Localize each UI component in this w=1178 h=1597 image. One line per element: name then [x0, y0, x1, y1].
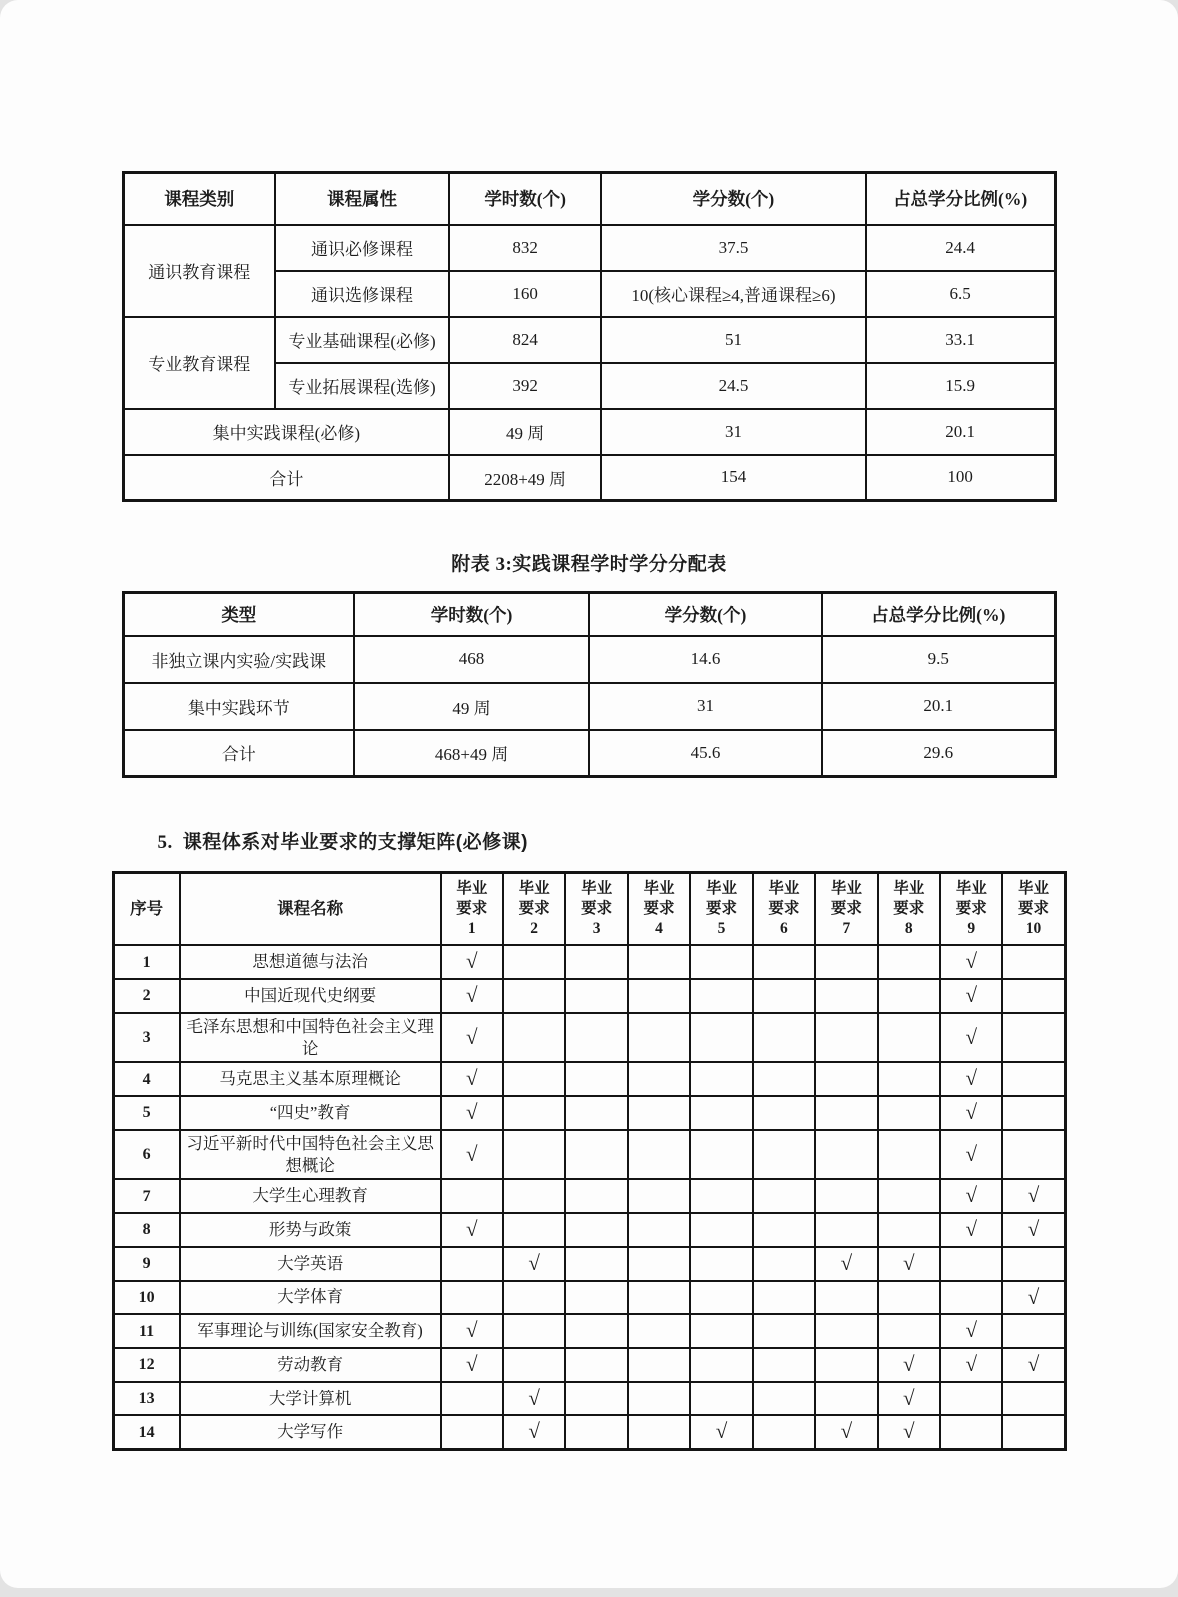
support-matrix-check-cell: √ [441, 1314, 503, 1348]
support-matrix-check-cell: √ [878, 1415, 940, 1449]
support-matrix-empty-cell [878, 1179, 940, 1213]
support-matrix-empty-cell [628, 945, 690, 979]
practice-allocation-body [123, 636, 1055, 777]
support-matrix-empty-cell [815, 1281, 877, 1315]
support-matrix-empty-cell [1002, 1096, 1065, 1130]
support-matrix-empty-cell [815, 1348, 877, 1382]
support-matrix-check-cell: √ [441, 1062, 503, 1096]
course-structure-cell: 专业教育课程 [123, 317, 275, 409]
support-matrix-empty-cell [1002, 1314, 1065, 1348]
course-structure-header-cell: 学分数(个) [601, 173, 866, 225]
course-structure-header-cell: 课程属性 [275, 173, 449, 225]
support-matrix-empty-cell [690, 1096, 752, 1130]
support-matrix-check-cell: √ [940, 1096, 1002, 1130]
support-matrix-course-name: 大学英语 [180, 1247, 441, 1281]
support-matrix-empty-cell [753, 1130, 815, 1180]
support-matrix-course-name: “四史”教育 [180, 1096, 441, 1130]
support-matrix-empty-cell [628, 1213, 690, 1247]
support-matrix-check-cell: √ [441, 1130, 503, 1180]
support-matrix-req-header: 毕业 要求 3 [565, 873, 627, 946]
support-matrix-corner-header: 课程名称 [180, 873, 441, 946]
support-matrix-row-number: 11 [113, 1314, 180, 1348]
support-matrix-empty-cell [878, 1062, 940, 1096]
support-matrix-table [112, 871, 1067, 1451]
support-matrix-row-number: 7 [113, 1179, 180, 1213]
support-matrix-empty-cell [753, 1314, 815, 1348]
support-matrix-course-name: 毛泽东思想和中国特色社会主义理论 [180, 1013, 441, 1063]
support-matrix-empty-cell [815, 1382, 877, 1416]
support-matrix-empty-cell [753, 1179, 815, 1213]
course-structure-cell: 20.1 [866, 409, 1055, 455]
support-matrix-req-header: 毕业 要求 2 [503, 873, 565, 946]
course-structure-table [122, 171, 1057, 502]
support-matrix-empty-cell [628, 1348, 690, 1382]
support-matrix-course-name: 习近平新时代中国特色社会主义思想概论 [180, 1130, 441, 1180]
support-matrix-title-number: 5. [157, 832, 173, 853]
support-matrix-body [113, 945, 1065, 1449]
support-matrix-empty-cell [815, 1130, 877, 1180]
support-matrix-empty-cell [441, 1247, 503, 1281]
support-matrix-empty-cell [565, 1013, 627, 1063]
support-matrix-empty-cell [628, 1247, 690, 1281]
support-matrix-check-cell: √ [940, 1179, 1002, 1213]
support-matrix-empty-cell [565, 1213, 627, 1247]
support-matrix-row [113, 1062, 1065, 1096]
course-structure-cell: 通识选修课程 [275, 271, 449, 317]
course-structure-cell: 31 [601, 409, 866, 455]
support-matrix-empty-cell [503, 945, 565, 979]
practice-table-title: 附表 3:实践课程学时学分分配表 [451, 554, 727, 575]
practice-allocation-row [123, 730, 1055, 777]
course-structure-header-cell: 学时数(个) [449, 173, 601, 225]
support-matrix-empty-cell [878, 945, 940, 979]
support-matrix-empty-cell [628, 1013, 690, 1063]
support-matrix-empty-cell [940, 1247, 1002, 1281]
support-matrix-row-number: 1 [113, 945, 180, 979]
course-structure-cell: 824 [449, 317, 601, 363]
support-matrix-corner-header: 序号 [113, 873, 180, 946]
support-matrix-row [113, 1013, 1065, 1063]
support-matrix-check-cell: √ [815, 1247, 877, 1281]
support-matrix-check-cell: √ [940, 979, 1002, 1013]
practice-allocation-cell: 468+49 周 [354, 730, 589, 777]
support-matrix-empty-cell [503, 1281, 565, 1315]
course-structure-cell: 合计 [123, 455, 449, 501]
support-matrix-empty-cell [565, 1062, 627, 1096]
support-matrix-row-number: 14 [113, 1415, 180, 1449]
course-structure-cell: 832 [449, 225, 601, 271]
support-matrix-empty-cell [1002, 1382, 1065, 1416]
support-matrix-header-row [113, 873, 1065, 946]
course-structure-header-cell: 课程类别 [123, 173, 275, 225]
support-matrix-empty-cell [878, 1314, 940, 1348]
support-matrix-check-cell: √ [878, 1382, 940, 1416]
support-matrix-course-name: 劳动教育 [180, 1348, 441, 1382]
support-matrix-title [112, 827, 1067, 854]
support-matrix-check-cell: √ [940, 1348, 1002, 1382]
support-matrix-empty-cell [753, 1281, 815, 1315]
support-matrix-row-number: 8 [113, 1213, 180, 1247]
support-matrix-check-cell: √ [878, 1348, 940, 1382]
course-structure-body [123, 225, 1055, 501]
support-matrix-check-cell: √ [441, 1348, 503, 1382]
support-matrix-empty-cell [690, 1213, 752, 1247]
support-matrix-empty-cell [878, 1213, 940, 1247]
support-matrix-empty-cell [565, 1348, 627, 1382]
support-matrix-empty-cell [628, 1281, 690, 1315]
support-matrix-empty-cell [1002, 1013, 1065, 1063]
support-matrix-check-cell: √ [503, 1415, 565, 1449]
support-matrix-empty-cell [690, 979, 752, 1013]
support-matrix-empty-cell [503, 1179, 565, 1213]
support-matrix-course-name: 大学写作 [180, 1415, 441, 1449]
support-matrix-req-header: 毕业 要求 5 [690, 873, 752, 946]
support-matrix-empty-cell [628, 979, 690, 1013]
support-matrix-check-cell: √ [441, 945, 503, 979]
support-matrix-empty-cell [815, 1062, 877, 1096]
support-matrix-empty-cell [628, 1415, 690, 1449]
practice-allocation-cell: 468 [354, 636, 589, 683]
support-matrix-check-cell: √ [441, 979, 503, 1013]
course-structure-cell: 392 [449, 363, 601, 409]
support-matrix-empty-cell [1002, 1415, 1065, 1449]
course-structure-row [123, 317, 1055, 363]
support-matrix-empty-cell [503, 1130, 565, 1180]
support-matrix-row [113, 1314, 1065, 1348]
support-matrix-row-number: 3 [113, 1013, 180, 1063]
support-matrix-row [113, 1281, 1065, 1315]
practice-allocation-cell: 49 周 [354, 683, 589, 730]
support-matrix-empty-cell [1002, 945, 1065, 979]
course-structure-row [123, 409, 1055, 455]
practice-allocation-cell: 集中实践环节 [123, 683, 354, 730]
practice-allocation-cell: 31 [589, 683, 822, 730]
support-matrix-row [113, 1247, 1065, 1281]
support-matrix-empty-cell [441, 1415, 503, 1449]
support-matrix-empty-cell [441, 1281, 503, 1315]
support-matrix-check-cell: √ [503, 1247, 565, 1281]
course-structure-cell: 33.1 [866, 317, 1055, 363]
support-matrix-check-cell: √ [441, 1213, 503, 1247]
support-matrix-course-name: 中国近现代史纲要 [180, 979, 441, 1013]
support-matrix-empty-cell [565, 1247, 627, 1281]
support-matrix-empty-cell [565, 1130, 627, 1180]
support-matrix-empty-cell [565, 945, 627, 979]
course-structure-header-row [123, 173, 1055, 225]
support-matrix-empty-cell [1002, 1062, 1065, 1096]
support-matrix-check-cell: √ [940, 1130, 1002, 1180]
support-matrix-empty-cell [628, 1179, 690, 1213]
support-matrix-row-number: 6 [113, 1130, 180, 1180]
support-matrix-row-number: 2 [113, 979, 180, 1013]
support-matrix-check-cell: √ [940, 1013, 1002, 1063]
course-structure-cell: 154 [601, 455, 866, 501]
support-matrix-course-name: 大学生心理教育 [180, 1179, 441, 1213]
support-matrix-row-number: 12 [113, 1348, 180, 1382]
support-matrix-empty-cell [690, 1013, 752, 1063]
support-matrix-empty-cell [878, 1281, 940, 1315]
support-matrix-empty-cell [753, 1096, 815, 1130]
course-structure-cell: 24.5 [601, 363, 866, 409]
support-matrix-empty-cell [815, 945, 877, 979]
support-matrix-empty-cell [878, 1013, 940, 1063]
support-matrix-empty-cell [690, 945, 752, 979]
support-matrix-check-cell: √ [1002, 1179, 1065, 1213]
support-matrix-empty-cell [690, 1130, 752, 1180]
support-matrix-empty-cell [753, 945, 815, 979]
course-structure-cell: 10(核心课程≥4,普通课程≥6) [601, 271, 866, 317]
support-matrix-empty-cell [441, 1382, 503, 1416]
support-matrix-check-cell: √ [1002, 1213, 1065, 1247]
support-matrix-row [113, 945, 1065, 979]
practice-allocation-cell: 20.1 [822, 683, 1055, 730]
support-matrix-empty-cell [878, 979, 940, 1013]
support-matrix-empty-cell [503, 1013, 565, 1063]
support-matrix-empty-cell [1002, 979, 1065, 1013]
support-matrix-row [113, 1382, 1065, 1416]
support-matrix-empty-cell [565, 1281, 627, 1315]
support-matrix-req-header: 毕业 要求 1 [441, 873, 503, 946]
support-matrix-check-cell: √ [503, 1382, 565, 1416]
course-structure-row [123, 455, 1055, 501]
support-matrix-empty-cell [503, 1096, 565, 1130]
support-matrix-check-cell: √ [940, 1062, 1002, 1096]
practice-allocation-header-row [123, 593, 1055, 636]
support-matrix-empty-cell [441, 1179, 503, 1213]
course-structure-cell: 49 周 [449, 409, 601, 455]
practice-allocation-cell: 非独立课内实验/实践课 [123, 636, 354, 683]
course-structure-cell: 集中实践课程(必修) [123, 409, 449, 455]
support-matrix-course-name: 马克思主义基本原理概论 [180, 1062, 441, 1096]
support-matrix-row [113, 1096, 1065, 1130]
support-matrix-check-cell: √ [815, 1415, 877, 1449]
course-structure-cell: 100 [866, 455, 1055, 501]
practice-allocation-header-cell: 占总学分比例(%) [822, 593, 1055, 636]
practice-allocation-cell: 9.5 [822, 636, 1055, 683]
support-matrix-empty-cell [565, 1382, 627, 1416]
practice-allocation-header-cell: 学时数(个) [354, 593, 589, 636]
support-matrix-empty-cell [503, 1314, 565, 1348]
support-matrix-req-header: 毕业 要求 7 [815, 873, 877, 946]
support-matrix-check-cell: √ [441, 1013, 503, 1063]
support-matrix-row [113, 1130, 1065, 1180]
support-matrix-empty-cell [503, 1213, 565, 1247]
practice-allocation-header-cell: 类型 [123, 593, 354, 636]
support-matrix-check-cell: √ [940, 945, 1002, 979]
course-structure-cell: 通识必修课程 [275, 225, 449, 271]
support-matrix-row-number: 9 [113, 1247, 180, 1281]
support-matrix-row [113, 1348, 1065, 1382]
course-structure-cell: 24.4 [866, 225, 1055, 271]
support-matrix-empty-cell [1002, 1130, 1065, 1180]
support-matrix-row-number: 4 [113, 1062, 180, 1096]
practice-allocation-cell: 14.6 [589, 636, 822, 683]
support-matrix-row [113, 979, 1065, 1013]
support-matrix-req-header: 毕业 要求 6 [753, 873, 815, 946]
support-matrix-empty-cell [565, 1415, 627, 1449]
support-matrix-empty-cell [690, 1062, 752, 1096]
course-structure-cell: 通识教育课程 [123, 225, 275, 317]
support-matrix-empty-cell [815, 1179, 877, 1213]
support-matrix-course-name: 形势与政策 [180, 1213, 441, 1247]
support-matrix-row [113, 1179, 1065, 1213]
course-structure-cell: 专业基础课程(必修) [275, 317, 449, 363]
support-matrix-empty-cell [815, 1314, 877, 1348]
support-matrix-empty-cell [690, 1348, 752, 1382]
support-matrix-empty-cell [690, 1314, 752, 1348]
support-matrix-empty-cell [940, 1281, 1002, 1315]
support-matrix-empty-cell [565, 1179, 627, 1213]
practice-allocation-cell: 45.6 [589, 730, 822, 777]
support-matrix-empty-cell [940, 1382, 1002, 1416]
support-matrix-empty-cell [565, 1314, 627, 1348]
support-matrix-empty-cell [815, 1213, 877, 1247]
support-matrix-empty-cell [503, 1348, 565, 1382]
support-matrix-empty-cell [628, 1096, 690, 1130]
support-matrix-check-cell: √ [940, 1314, 1002, 1348]
support-matrix-empty-cell [753, 1415, 815, 1449]
support-matrix-empty-cell [690, 1179, 752, 1213]
support-matrix-empty-cell [753, 1382, 815, 1416]
support-matrix-row-number: 10 [113, 1281, 180, 1315]
course-structure-cell: 37.5 [601, 225, 866, 271]
practice-allocation-table [122, 591, 1057, 778]
practice-allocation-row [123, 683, 1055, 730]
support-matrix-check-cell: √ [1002, 1281, 1065, 1315]
course-structure-header-cell: 占总学分比例(%) [866, 173, 1055, 225]
support-matrix-course-name: 军事理论与训练(国家安全教育) [180, 1314, 441, 1348]
support-matrix-empty-cell [753, 1213, 815, 1247]
support-matrix-check-cell: √ [940, 1213, 1002, 1247]
support-matrix-empty-cell [565, 979, 627, 1013]
support-matrix-req-header: 毕业 要求 4 [628, 873, 690, 946]
support-matrix-req-header: 毕业 要求 10 [1002, 873, 1065, 946]
support-matrix-row-number: 13 [113, 1382, 180, 1416]
support-matrix-empty-cell [503, 1062, 565, 1096]
support-matrix-empty-cell [815, 1013, 877, 1063]
support-matrix-empty-cell [878, 1096, 940, 1130]
support-matrix-row-number: 5 [113, 1096, 180, 1130]
support-matrix-title-text: 课程体系对毕业要求的支撑矩阵(必修课) [182, 832, 528, 853]
support-matrix-row [113, 1213, 1065, 1247]
practice-allocation-header-cell: 学分数(个) [589, 593, 822, 636]
support-matrix-check-cell: √ [441, 1096, 503, 1130]
support-matrix-course-name: 大学计算机 [180, 1382, 441, 1416]
support-matrix-check-cell: √ [878, 1247, 940, 1281]
course-structure-cell: 2208+49 周 [449, 455, 601, 501]
support-matrix-empty-cell [878, 1130, 940, 1180]
support-matrix-check-cell: √ [1002, 1348, 1065, 1382]
course-structure-cell: 15.9 [866, 363, 1055, 409]
support-matrix-req-header: 毕业 要求 9 [940, 873, 1002, 946]
support-matrix-empty-cell [628, 1130, 690, 1180]
course-structure-row [123, 225, 1055, 271]
support-matrix-empty-cell [753, 1348, 815, 1382]
support-matrix-empty-cell [690, 1281, 752, 1315]
support-matrix-empty-cell [815, 979, 877, 1013]
course-structure-cell: 专业拓展课程(选修) [275, 363, 449, 409]
support-matrix-empty-cell [753, 979, 815, 1013]
support-matrix-check-cell: √ [690, 1415, 752, 1449]
practice-allocation-row [123, 636, 1055, 683]
support-matrix-empty-cell [753, 1247, 815, 1281]
support-matrix-empty-cell [753, 1013, 815, 1063]
support-matrix-empty-cell [690, 1382, 752, 1416]
support-matrix-empty-cell [940, 1415, 1002, 1449]
course-structure-cell: 6.5 [866, 271, 1055, 317]
practice-allocation-cell: 29.6 [822, 730, 1055, 777]
support-matrix-empty-cell [628, 1382, 690, 1416]
practice-allocation-cell: 合计 [123, 730, 354, 777]
course-structure-cell: 160 [449, 271, 601, 317]
support-matrix-empty-cell [690, 1247, 752, 1281]
support-matrix-empty-cell [1002, 1247, 1065, 1281]
course-structure-cell: 51 [601, 317, 866, 363]
support-matrix-course-name: 思想道德与法治 [180, 945, 441, 979]
support-matrix-empty-cell [628, 1314, 690, 1348]
support-matrix-row [113, 1415, 1065, 1449]
support-matrix-req-header: 毕业 要求 8 [878, 873, 940, 946]
support-matrix-empty-cell [753, 1062, 815, 1096]
support-matrix-empty-cell [815, 1096, 877, 1130]
support-matrix-empty-cell [628, 1062, 690, 1096]
support-matrix-empty-cell [503, 979, 565, 1013]
support-matrix-empty-cell [565, 1096, 627, 1130]
support-matrix-course-name: 大学体育 [180, 1281, 441, 1315]
